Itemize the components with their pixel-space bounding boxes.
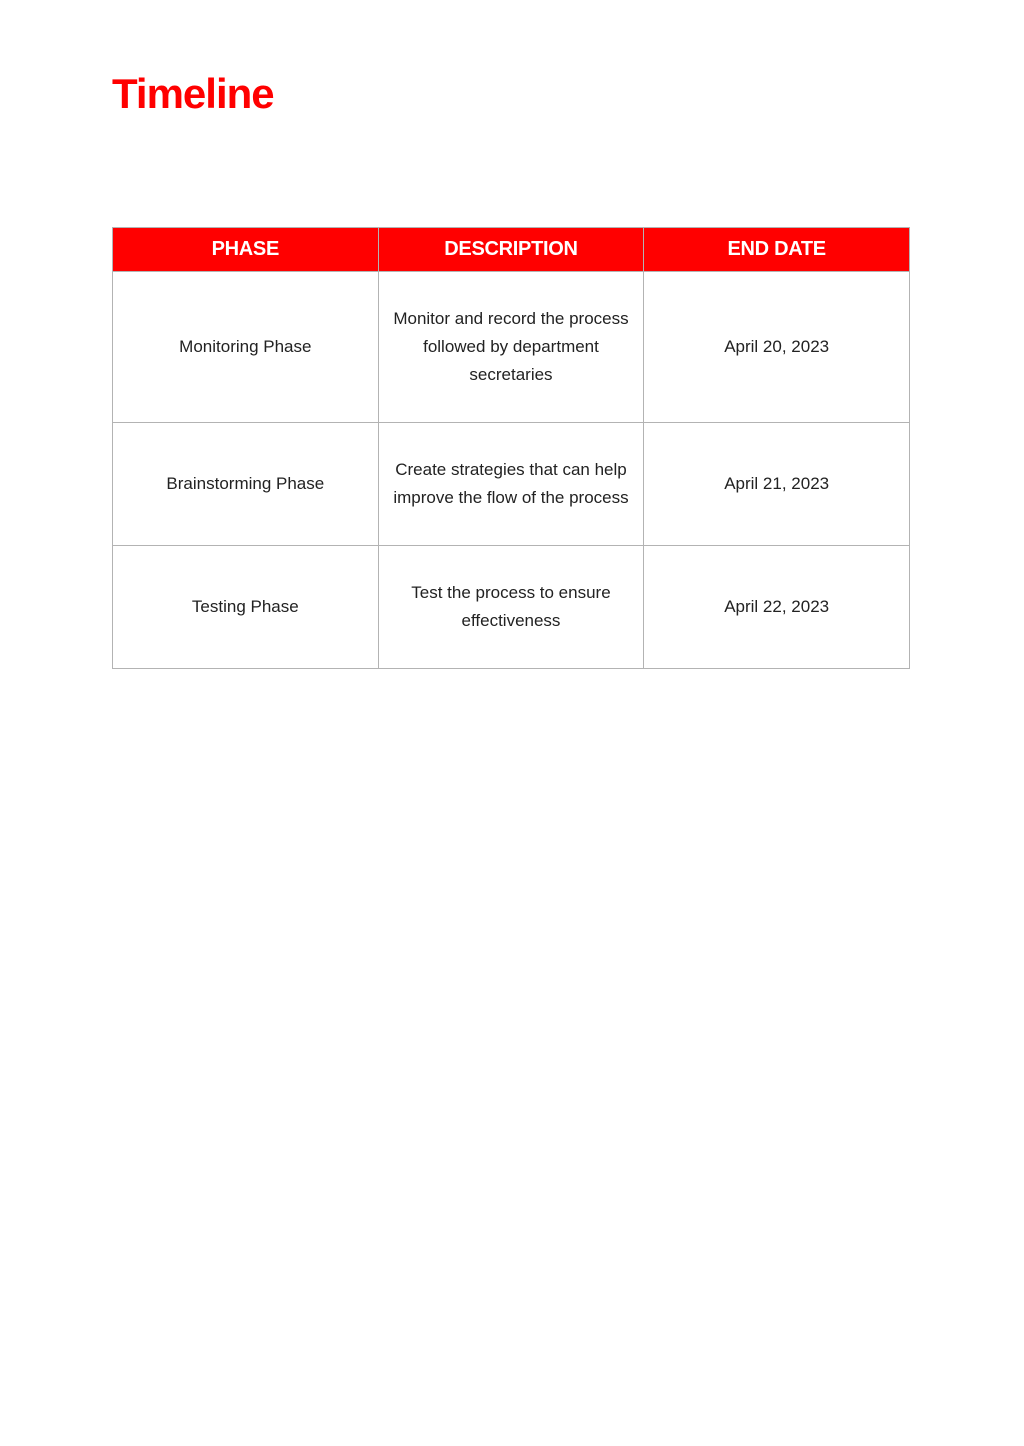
header-description: DESCRIPTION (378, 228, 644, 272)
header-end-date: END DATE (644, 228, 910, 272)
description-cell: Create strategies that can help improve the flow of the process (378, 423, 644, 546)
table-header-row (113, 228, 910, 272)
end-date-cell: April 20, 2023 (644, 272, 910, 423)
description-cell: Monitor and record the process followed by department secretaries (378, 272, 644, 423)
phase-cell: Brainstorming Phase (113, 423, 379, 546)
phase-cell: Testing Phase (113, 546, 379, 669)
timeline-table (112, 227, 910, 669)
page-title: Timeline (112, 70, 274, 117)
table-row (113, 272, 910, 423)
header-phase: PHASE (113, 228, 379, 272)
end-date-cell: April 21, 2023 (644, 423, 910, 546)
table-row (113, 423, 910, 546)
table-row (113, 546, 910, 669)
end-date-cell: April 22, 2023 (644, 546, 910, 669)
phase-cell: Monitoring Phase (113, 272, 379, 423)
description-cell: Test the process to ensure effectiveness (378, 546, 644, 669)
